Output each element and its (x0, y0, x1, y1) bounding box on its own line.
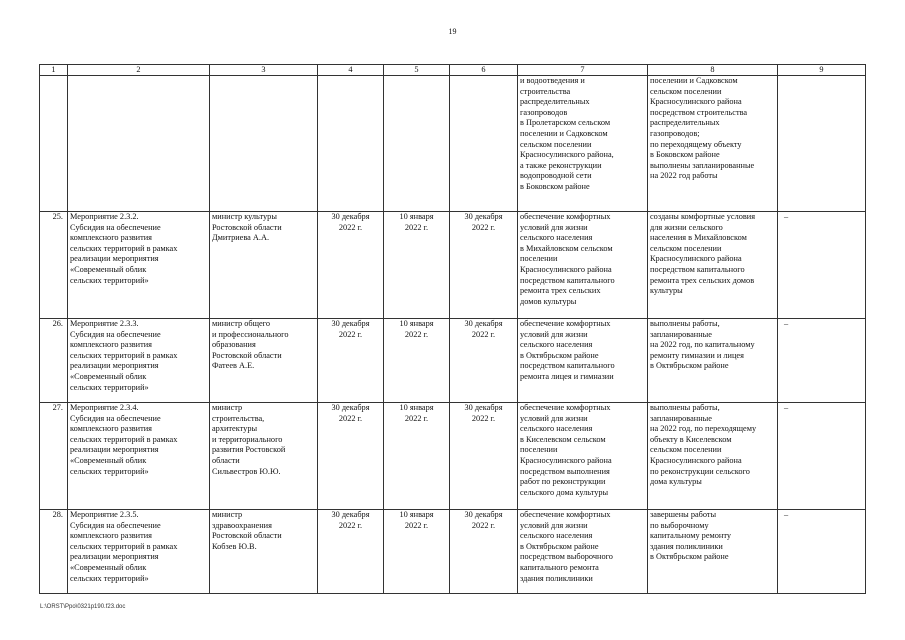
actual-result-cell: выполнены работы, запланированные на 2022 год, по переходящему объекту в Киселевском сельском поселении Красносулинского района по реконструкции сельского дома культуры (648, 403, 778, 510)
row-number: 25. (40, 212, 68, 319)
responsible-cell: министр общего и профессионального образования Ростовской области Фатеев А.Е. (210, 319, 318, 403)
planned-date-cell: 30 декабря 2022 г. (318, 510, 384, 594)
event-cell: Мероприятие 2.3.3. Субсидия на обеспечение комплексного развития сельских территорий в рамках реализации мероприятия «Современный облик сельских территорий» (68, 319, 210, 403)
table-row (40, 212, 866, 319)
expected-result-cell: обеспечение комфортных условий для жизни сельского населения в Октябрьском районе посредством выборочного капитального ремонта здания поликлиники (518, 510, 648, 594)
header-cell: 4 (318, 65, 384, 76)
expected-result-cell: и водоотведения и строительства распределительных газопроводов в Пролетарском сельском поселении и Садковском сельском поселении Красносулинского района, а также реконструкции водопроводной сети в Боковском районе (518, 76, 648, 212)
row-number: 26. (40, 319, 68, 403)
responsible-cell: министр строительства, архитектуры и территориального развития Ростовской области Сильвестров Ю.Ю. (210, 403, 318, 510)
start-date-cell: 10 января 2022 г. (384, 510, 450, 594)
start-date-cell: 10 января 2022 г. (384, 319, 450, 403)
header-cell: 9 (778, 65, 866, 76)
empty-cell (778, 76, 866, 212)
start-date-cell: 10 января 2022 г. (384, 403, 450, 510)
end-date-cell: 30 декабря 2022 г. (450, 212, 518, 319)
end-date-cell: 30 декабря 2022 г. (450, 319, 518, 403)
table-row (40, 403, 866, 510)
page-number: 19 (448, 27, 457, 36)
expected-result-cell: обеспечение комфортных условий для жизни сельского населения в Киселевском сельском поселении Красносулинского района посредством выполнения работ по реконструкции сельского дома культуры (518, 403, 648, 510)
header-cell: 8 (648, 65, 778, 76)
actual-result-cell: созданы комфортные условия для жизни сельского населения в Михайловском сельском поселении Красносулинского района посредством капитального ремонта трех сельских домов культуры (648, 212, 778, 319)
start-date-cell: 10 января 2022 г. (384, 212, 450, 319)
header-cell: 1 (40, 65, 68, 76)
actual-result-cell: поселении и Садковском сельском поселении Красносулинского района посредством строительства распределительных газопроводов; по переходящему объекту в Боковском районе выполнены запланированные на 2022 год работы (648, 76, 778, 212)
planned-date-cell: 30 декабря 2022 г. (318, 403, 384, 510)
empty-cell (384, 76, 450, 212)
header-cell: 7 (518, 65, 648, 76)
row-number: 28. (40, 510, 68, 594)
note-cell: – (778, 319, 866, 403)
note-cell: – (778, 510, 866, 594)
document-path: L:\ORST\Ppo\0321p190.f23.doc (40, 604, 126, 610)
table-row (40, 319, 866, 403)
note-cell: – (778, 212, 866, 319)
empty-cell (68, 76, 210, 212)
planned-date-cell: 30 декабря 2022 г. (318, 212, 384, 319)
header-cell: 6 (450, 65, 518, 76)
responsible-cell: министр здравоохранения Ростовской области Кобзев Ю.В. (210, 510, 318, 594)
note-cell: – (778, 403, 866, 510)
header-cell: 5 (384, 65, 450, 76)
empty-cell (210, 76, 318, 212)
actual-result-cell: выполнены работы, запланированные на 2022 год, по капитальному ремонту гимназии и лицея в Октябрьском районе (648, 319, 778, 403)
header-row (40, 65, 866, 76)
table-row (40, 510, 866, 594)
actual-result-cell: завершены работы по выборочному капитальному ремонту здания поликлиники в Октябрьском районе (648, 510, 778, 594)
empty-cell (40, 76, 68, 212)
empty-cell (450, 76, 518, 212)
event-cell: Мероприятие 2.3.4. Субсидия на обеспечение комплексного развития сельских территорий в рамках реализации мероприятия «Современный облик сельских территорий» (68, 403, 210, 510)
continuation-row (40, 76, 866, 212)
header-cell: 3 (210, 65, 318, 76)
end-date-cell: 30 декабря 2022 г. (450, 403, 518, 510)
expected-result-cell: обеспечение комфортных условий для жизни сельского населения в Михайловском сельском поселении Красносулинского района посредством капитального ремонта трех сельских домов культуры (518, 212, 648, 319)
end-date-cell: 30 декабря 2022 г. (450, 510, 518, 594)
event-cell: Мероприятие 2.3.5. Субсидия на обеспечение комплексного развития сельских территорий в рамках реализации мероприятия «Современный облик сельских территорий» (68, 510, 210, 594)
event-cell: Мероприятие 2.3.2. Субсидия на обеспечение комплексного развития сельских территорий в рамках реализации мероприятия «Современный облик сельских территорий» (68, 212, 210, 319)
row-number: 27. (40, 403, 68, 510)
responsible-cell: министр культуры Ростовской области Дмитриева А.А. (210, 212, 318, 319)
planned-date-cell: 30 декабря 2022 г. (318, 319, 384, 403)
empty-cell (318, 76, 384, 212)
report-table (39, 64, 866, 594)
header-cell: 2 (68, 65, 210, 76)
expected-result-cell: обеспечение комфортных условий для жизни сельского населения в Октябрьском районе посредством капитального ремонта лицея и гимназии (518, 319, 648, 403)
